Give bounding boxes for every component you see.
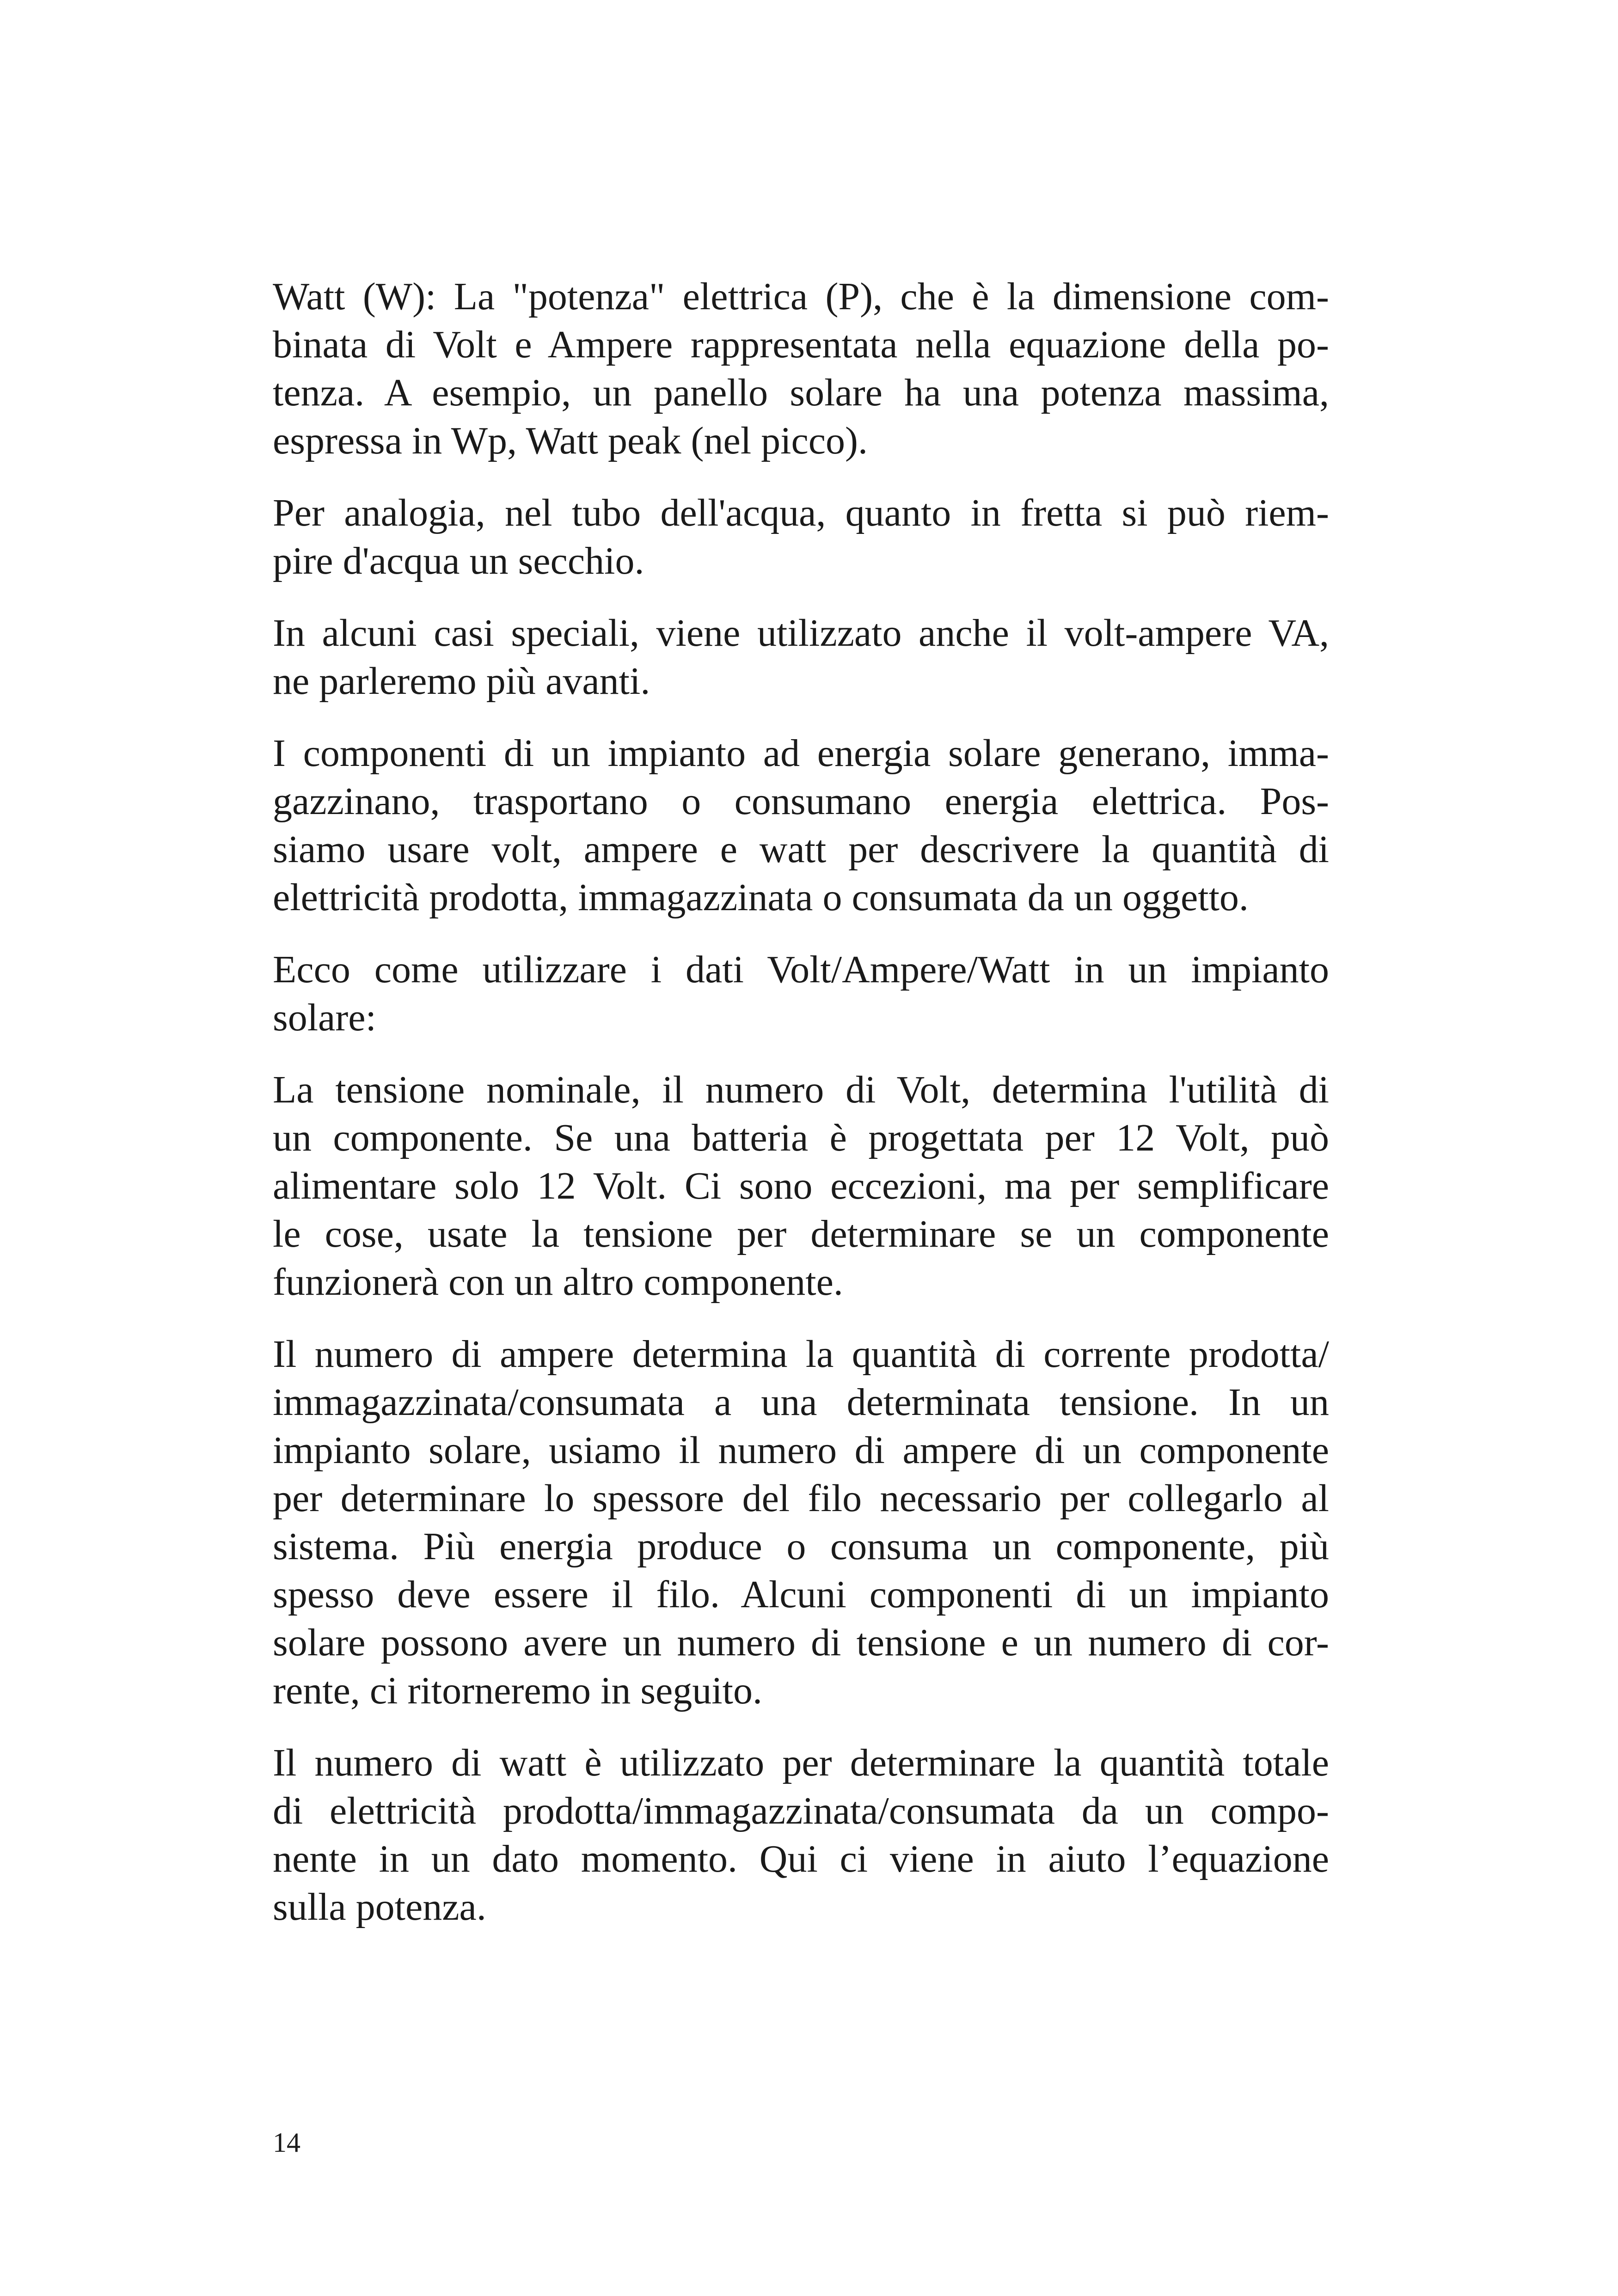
text-line: La tensione nominale, il numero di Volt, determina l'utilità di bbox=[273, 1068, 1329, 1111]
text-line: Ecco come utilizzare i dati Volt/Ampere/Watt in un impianto bbox=[273, 948, 1329, 991]
text-line: siamo usare volt, ampere e watt per descrivere la quantità di bbox=[273, 828, 1329, 871]
text-line: Il numero di watt è utilizzato per determinare la quantità totale bbox=[273, 1741, 1329, 1784]
text-line: sulla potenza. bbox=[273, 1886, 486, 1929]
text-line: funzionerà con un altro componente. bbox=[273, 1261, 843, 1304]
paragraph-water-analogy bbox=[273, 489, 1329, 585]
text-line: binata di Volt e Ampere rappresentata nella equazione della po- bbox=[273, 323, 1329, 366]
text-line: sistema. Più energia produce o consuma un componente, più bbox=[273, 1525, 1329, 1568]
text-line: rente, ci ritorneremo in seguito. bbox=[273, 1669, 762, 1712]
text-line: Per analogia, nel tubo dell'acqua, quanto in fretta si può riem- bbox=[273, 491, 1329, 534]
text-line: Watt (W): La "potenza" elettrica (P), che è la dimensione com- bbox=[273, 275, 1329, 318]
text-line: elettricità prodotta, immagazzinata o consumata da un oggetto. bbox=[273, 876, 1249, 919]
text-line: impianto solare, usiamo il numero di ampere di un componente bbox=[273, 1429, 1329, 1472]
text-line: gazzinano, trasportano o consumano energia elettrica. Pos- bbox=[273, 780, 1329, 823]
text-line: alimentare solo 12 Volt. Ci sono eccezioni, ma per semplificare bbox=[273, 1164, 1329, 1207]
paragraph-amperes bbox=[273, 1330, 1329, 1715]
text-line: di elettricità prodotta/immagazzinata/consumata da un compo- bbox=[273, 1789, 1329, 1832]
text-line: solare possono avere un numero di tensione e un numero di cor- bbox=[273, 1621, 1329, 1664]
paragraph-watts bbox=[273, 1739, 1329, 1931]
text-line: nente in un dato momento. Qui ci viene in aiuto l’equazione bbox=[273, 1837, 1329, 1880]
text-line: un componente. Se una batteria è progettata per 12 Volt, può bbox=[273, 1116, 1329, 1159]
text-line: immagazzinata/consumata a una determinata tensione. In un bbox=[273, 1381, 1329, 1424]
text-line: espressa in Wp, Watt peak (nel picco). bbox=[273, 419, 868, 462]
paragraph-components bbox=[273, 729, 1329, 922]
text-line: Il numero di ampere determina la quantità di corrente prodotta/ bbox=[273, 1333, 1329, 1376]
text-line: tenza. A esempio, un panello solare ha una potenza massima, bbox=[273, 371, 1329, 414]
paragraph-volt-ampere bbox=[273, 609, 1329, 705]
text-line: pire d'acqua un secchio. bbox=[273, 539, 644, 582]
text-line: In alcuni casi speciali, viene utilizzato anche il volt-ampere VA, bbox=[273, 612, 1329, 655]
paragraph-how-to-use bbox=[273, 946, 1329, 1042]
text-line: per determinare lo spessore del filo necessario per collegarlo al bbox=[273, 1477, 1329, 1520]
text-line: le cose, usate la tensione per determinare se un componente bbox=[273, 1212, 1329, 1255]
body-text bbox=[273, 273, 1329, 1955]
text-line: I componenti di un impianto ad energia solare generano, imma- bbox=[273, 732, 1329, 775]
paragraph-nominal-voltage bbox=[273, 1066, 1329, 1306]
text-line: solare: bbox=[273, 996, 376, 1039]
text-line: ne parleremo più avanti. bbox=[273, 660, 650, 703]
paragraph-watt-definition bbox=[273, 273, 1329, 465]
page-number: 14 bbox=[273, 2127, 300, 2158]
text-line: spesso deve essere il filo. Alcuni componenti di un impianto bbox=[273, 1573, 1329, 1616]
